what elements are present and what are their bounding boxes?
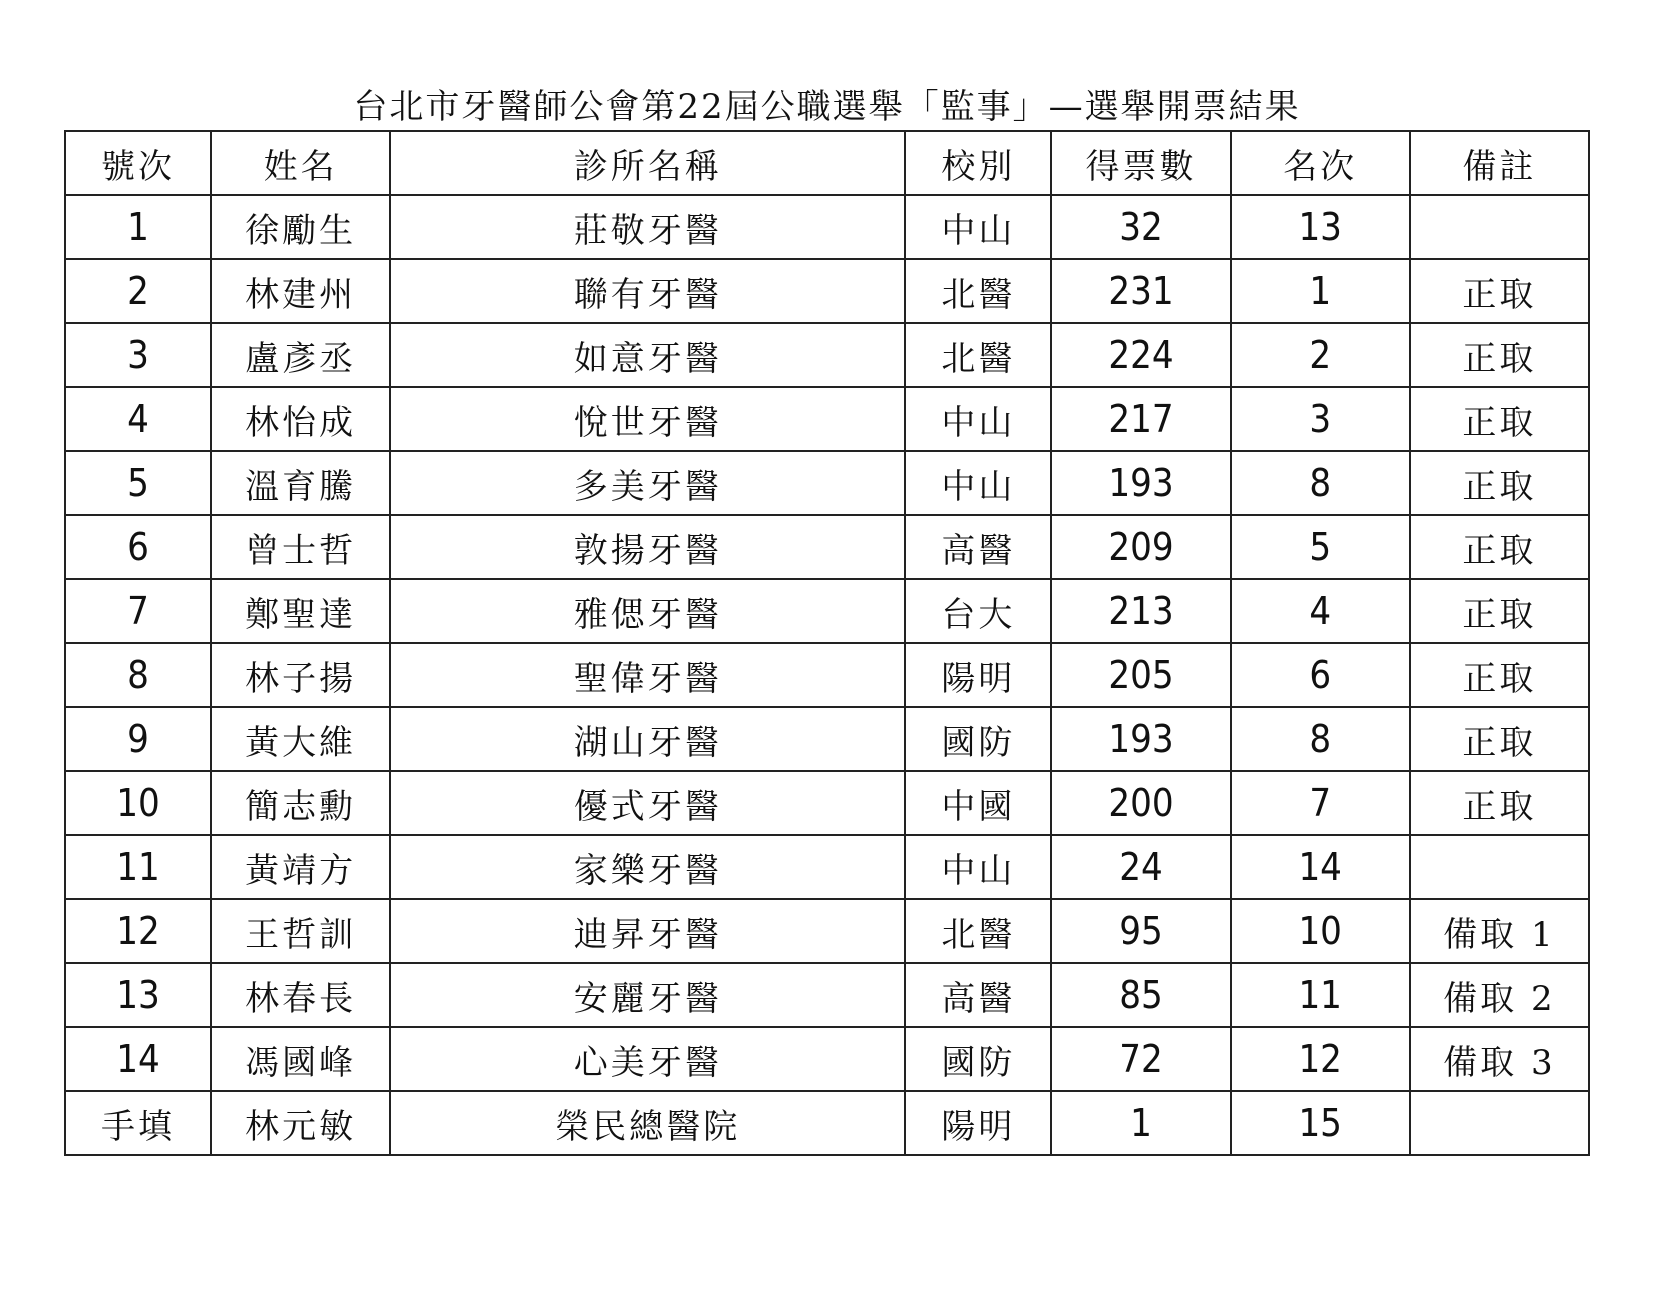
cell-clinic: 安麗牙醫: [390, 963, 905, 1027]
cell-clinic: 莊敬牙醫: [390, 195, 905, 259]
cell-votes: 193: [1051, 451, 1230, 515]
table-row: [65, 515, 1589, 579]
cell-clinic: 迪昇牙醫: [390, 899, 905, 963]
table-row: [65, 707, 1589, 771]
cell-name: 溫育騰: [211, 451, 390, 515]
cell-school: 國防: [905, 707, 1051, 771]
cell-note: 正取: [1410, 579, 1589, 643]
cell-school: 中山: [905, 451, 1051, 515]
cell-seq: 5: [65, 451, 211, 515]
cell-seq: 12: [65, 899, 211, 963]
cell-rank: 6: [1231, 643, 1410, 707]
election-results-table: [64, 130, 1590, 1156]
cell-clinic: 聖偉牙醫: [390, 643, 905, 707]
cell-note: 正取: [1410, 451, 1589, 515]
cell-name: 林建州: [211, 259, 390, 323]
cell-votes: 213: [1051, 579, 1230, 643]
cell-seq: 3: [65, 323, 211, 387]
cell-votes: 224: [1051, 323, 1230, 387]
cell-rank: 8: [1231, 707, 1410, 771]
cell-rank: 13: [1231, 195, 1410, 259]
cell-name: 簡志勳: [211, 771, 390, 835]
column-header-seq: 號次: [65, 131, 211, 195]
cell-rank: 8: [1231, 451, 1410, 515]
cell-school: 高醫: [905, 963, 1051, 1027]
cell-clinic: 心美牙醫: [390, 1027, 905, 1091]
cell-seq: 8: [65, 643, 211, 707]
cell-votes: 95: [1051, 899, 1230, 963]
cell-rank: 5: [1231, 515, 1410, 579]
cell-school: 陽明: [905, 643, 1051, 707]
cell-note: 備取 1: [1410, 899, 1589, 963]
cell-clinic: 雅偲牙醫: [390, 579, 905, 643]
cell-clinic: 優式牙醫: [390, 771, 905, 835]
cell-seq: 6: [65, 515, 211, 579]
cell-rank: 15: [1231, 1091, 1410, 1155]
cell-school: 陽明: [905, 1091, 1051, 1155]
cell-school: 台大: [905, 579, 1051, 643]
cell-rank: 12: [1231, 1027, 1410, 1091]
cell-seq: 1: [65, 195, 211, 259]
cell-note: 正取: [1410, 323, 1589, 387]
cell-clinic: 敦揚牙醫: [390, 515, 905, 579]
cell-votes: 205: [1051, 643, 1230, 707]
cell-clinic: 榮民總醫院: [390, 1091, 905, 1155]
cell-votes: 32: [1051, 195, 1230, 259]
table-row: [65, 195, 1589, 259]
cell-votes: 193: [1051, 707, 1230, 771]
cell-seq: 7: [65, 579, 211, 643]
cell-school: 高醫: [905, 515, 1051, 579]
cell-school: 中山: [905, 387, 1051, 451]
cell-votes: 1: [1051, 1091, 1230, 1155]
table-body: [65, 195, 1589, 1155]
cell-clinic: 聯有牙醫: [390, 259, 905, 323]
cell-name: 盧彥丞: [211, 323, 390, 387]
cell-note: 正取: [1410, 515, 1589, 579]
column-header-rank: 名次: [1231, 131, 1410, 195]
column-header-school: 校別: [905, 131, 1051, 195]
cell-note: 備取 2: [1410, 963, 1589, 1027]
cell-note: 正取: [1410, 387, 1589, 451]
table-row: [65, 451, 1589, 515]
cell-note: 備取 3: [1410, 1027, 1589, 1091]
cell-rank: 7: [1231, 771, 1410, 835]
cell-seq: 4: [65, 387, 211, 451]
column-header-votes: 得票數: [1051, 131, 1230, 195]
table-row: [65, 963, 1589, 1027]
cell-school: 國防: [905, 1027, 1051, 1091]
cell-votes: 85: [1051, 963, 1230, 1027]
cell-note: [1410, 1091, 1589, 1155]
cell-rank: 1: [1231, 259, 1410, 323]
table-row: [65, 579, 1589, 643]
cell-note: 正取: [1410, 707, 1589, 771]
cell-name: 林子揚: [211, 643, 390, 707]
cell-name: 黃大維: [211, 707, 390, 771]
cell-school: 北醫: [905, 899, 1051, 963]
cell-rank: 11: [1231, 963, 1410, 1027]
cell-name: 曾士哲: [211, 515, 390, 579]
cell-votes: 200: [1051, 771, 1230, 835]
table-row: [65, 771, 1589, 835]
cell-name: 林元敏: [211, 1091, 390, 1155]
cell-rank: 14: [1231, 835, 1410, 899]
cell-name: 林春長: [211, 963, 390, 1027]
cell-name: 徐勵生: [211, 195, 390, 259]
cell-note: 正取: [1410, 259, 1589, 323]
cell-seq: 13: [65, 963, 211, 1027]
cell-votes: 217: [1051, 387, 1230, 451]
cell-votes: 231: [1051, 259, 1230, 323]
cell-note: 正取: [1410, 643, 1589, 707]
header-row: [65, 131, 1589, 195]
table-row: [65, 1027, 1589, 1091]
column-header-name: 姓名: [211, 131, 390, 195]
cell-name: 鄭聖達: [211, 579, 390, 643]
cell-school: 中山: [905, 195, 1051, 259]
cell-rank: 3: [1231, 387, 1410, 451]
cell-seq: 9: [65, 707, 211, 771]
cell-seq: 10: [65, 771, 211, 835]
cell-note: [1410, 195, 1589, 259]
cell-note: [1410, 835, 1589, 899]
cell-school: 北醫: [905, 323, 1051, 387]
cell-school: 中國: [905, 771, 1051, 835]
cell-seq: 11: [65, 835, 211, 899]
column-header-note: 備註: [1410, 131, 1589, 195]
table-row: [65, 1091, 1589, 1155]
cell-rank: 2: [1231, 323, 1410, 387]
cell-clinic: 如意牙醫: [390, 323, 905, 387]
table-row: [65, 643, 1589, 707]
table-row: [65, 387, 1589, 451]
cell-school: 北醫: [905, 259, 1051, 323]
cell-name: 王哲訓: [211, 899, 390, 963]
cell-rank: 10: [1231, 899, 1410, 963]
cell-votes: 24: [1051, 835, 1230, 899]
cell-name: 黃靖方: [211, 835, 390, 899]
cell-clinic: 湖山牙醫: [390, 707, 905, 771]
table-row: [65, 835, 1589, 899]
cell-clinic: 悅世牙醫: [390, 387, 905, 451]
cell-name: 林怡成: [211, 387, 390, 451]
cell-votes: 209: [1051, 515, 1230, 579]
cell-rank: 4: [1231, 579, 1410, 643]
cell-name: 馮國峰: [211, 1027, 390, 1091]
cell-votes: 72: [1051, 1027, 1230, 1091]
table-row: [65, 899, 1589, 963]
table-row: [65, 323, 1589, 387]
cell-clinic: 多美牙醫: [390, 451, 905, 515]
document-title: 台北市牙醫師公會第22屆公職選舉「監事」—選舉開票結果: [353, 87, 1301, 127]
cell-clinic: 家樂牙醫: [390, 835, 905, 899]
cell-seq: 手填: [65, 1091, 211, 1155]
cell-seq: 2: [65, 259, 211, 323]
cell-note: 正取: [1410, 771, 1589, 835]
table-row: [65, 259, 1589, 323]
column-header-clinic: 診所名稱: [390, 131, 905, 195]
cell-school: 中山: [905, 835, 1051, 899]
cell-seq: 14: [65, 1027, 211, 1091]
